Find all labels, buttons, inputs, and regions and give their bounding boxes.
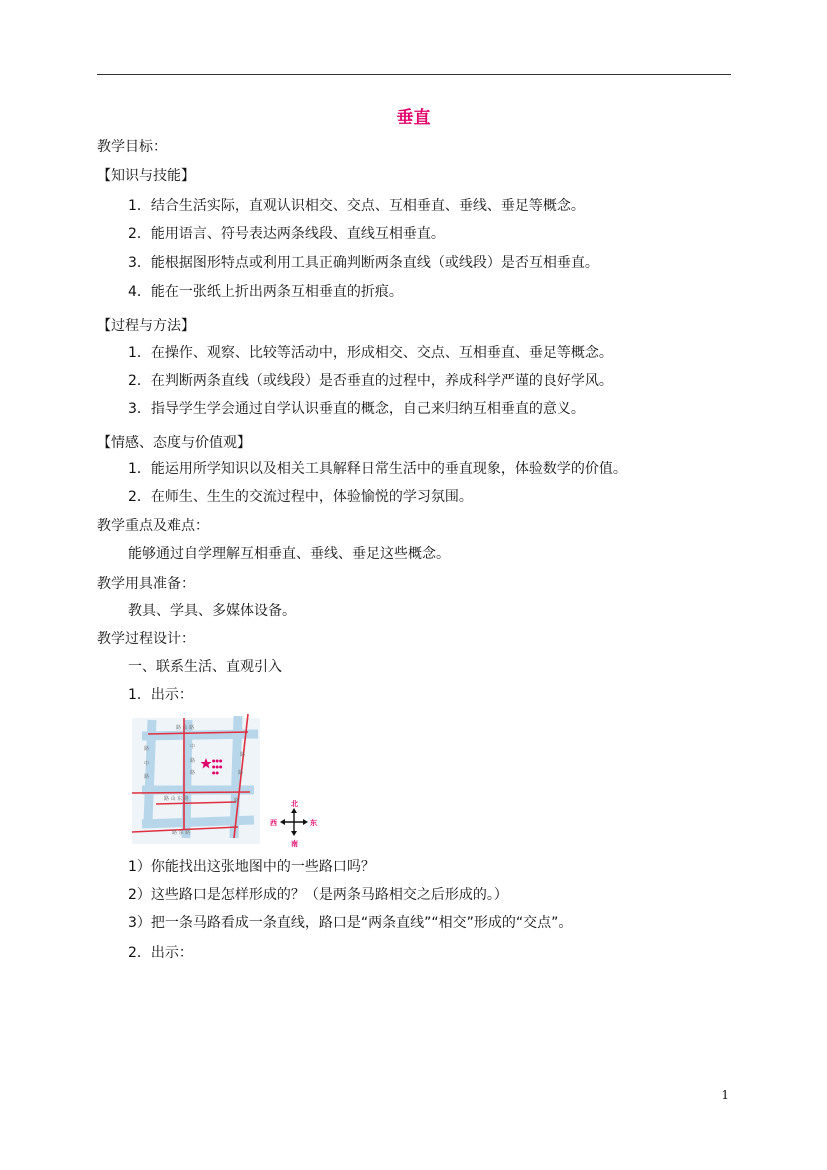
svg-text:路: 路	[240, 752, 246, 758]
text-line: 教学用具准备：	[97, 576, 195, 592]
svg-text:●●: ●●	[212, 770, 219, 775]
text-line: 3．能根据图形特点或利用工具正确判断两条直线（或线段）是否互相垂直。	[128, 255, 599, 271]
compass-north-label: 北	[291, 800, 298, 808]
text-line: 一、联系生活、直观引入	[128, 659, 282, 675]
text-line: 能够通过自学理解互相垂直、垂线、垂足这些概念。	[128, 546, 450, 562]
page-number: 1	[721, 1088, 729, 1102]
svg-text:●●●: ●●●	[212, 764, 223, 769]
text-line: 1．能运用所学知识以及相关工具解释日常生活中的垂直现象，体验数学的价值。	[128, 461, 627, 477]
text-line: 1．出示：	[128, 687, 193, 703]
text-line: 【知识与技能】	[97, 168, 195, 184]
svg-text:路: 路	[144, 774, 150, 780]
svg-text:路: 路	[190, 770, 196, 776]
text-line: 教具、学具、多媒体设备。	[128, 603, 296, 619]
svg-text:中: 中	[144, 761, 150, 767]
text-line: 【情感、态度与价值观】	[97, 435, 251, 451]
svg-text:●●●: ●●●	[212, 758, 223, 763]
street-map-figure	[128, 710, 328, 850]
compass-east-label: 东	[310, 819, 317, 827]
header-rule	[97, 74, 731, 75]
compass-south-label: 南	[291, 840, 298, 848]
svg-text:路 山 路: 路 山 路	[176, 725, 195, 731]
svg-text:路: 路	[234, 798, 240, 804]
text-line: 4．能在一张纸上折出两条互相垂直的折痕。	[128, 284, 403, 300]
text-line: 2．在判断两条直线（或线段）是否垂直的过程中，养成科学严谨的良好学风。	[128, 373, 613, 389]
text-line: 2．在师生、生生的交流过程中，体验愉悦的学习氛围。	[128, 489, 473, 505]
svg-text:路 山 东 路: 路 山 东 路	[164, 796, 189, 802]
text-line: 3．指导学生学会通过自学认识垂直的概念，自己来归纳互相垂直的意义。	[128, 401, 585, 417]
text-line: 2．能用语言、符号表达两条线段、直线互相垂直。	[128, 226, 445, 242]
text-line: 1．在操作、观察、比较等活动中，形成相交、交点、互相垂直、垂足等概念。	[128, 345, 613, 361]
text-line: 2）这些路口是怎样形成的？（是两条马路相交之后形成的。）	[128, 887, 508, 903]
compass-icon	[280, 808, 308, 836]
compass-west-label: 西	[270, 819, 277, 827]
text-line: 2．出示：	[128, 945, 193, 961]
svg-text:路: 路	[238, 770, 244, 776]
svg-text:路 东 路: 路 东 路	[172, 830, 191, 836]
svg-text:路: 路	[190, 758, 196, 764]
svg-text:中: 中	[190, 744, 196, 750]
page-title: 垂直	[396, 108, 431, 128]
text-line: 教学重点及难点：	[97, 518, 209, 534]
text-line: 教学目标：	[97, 139, 167, 155]
svg-text:路: 路	[144, 746, 150, 752]
text-line: 3）把一条马路看成一条直线，路口是“两条直线”“相交”形成的“交点”。	[128, 915, 573, 931]
text-line: 教学过程设计：	[97, 631, 195, 647]
text-line: 1）你能找出这张地图中的一些路口吗？	[128, 859, 375, 875]
text-line: 【过程与方法】	[97, 318, 195, 334]
text-line: 1．结合生活实际，直观认识相交、交点、互相垂直、垂线、垂足等概念。	[128, 198, 585, 214]
